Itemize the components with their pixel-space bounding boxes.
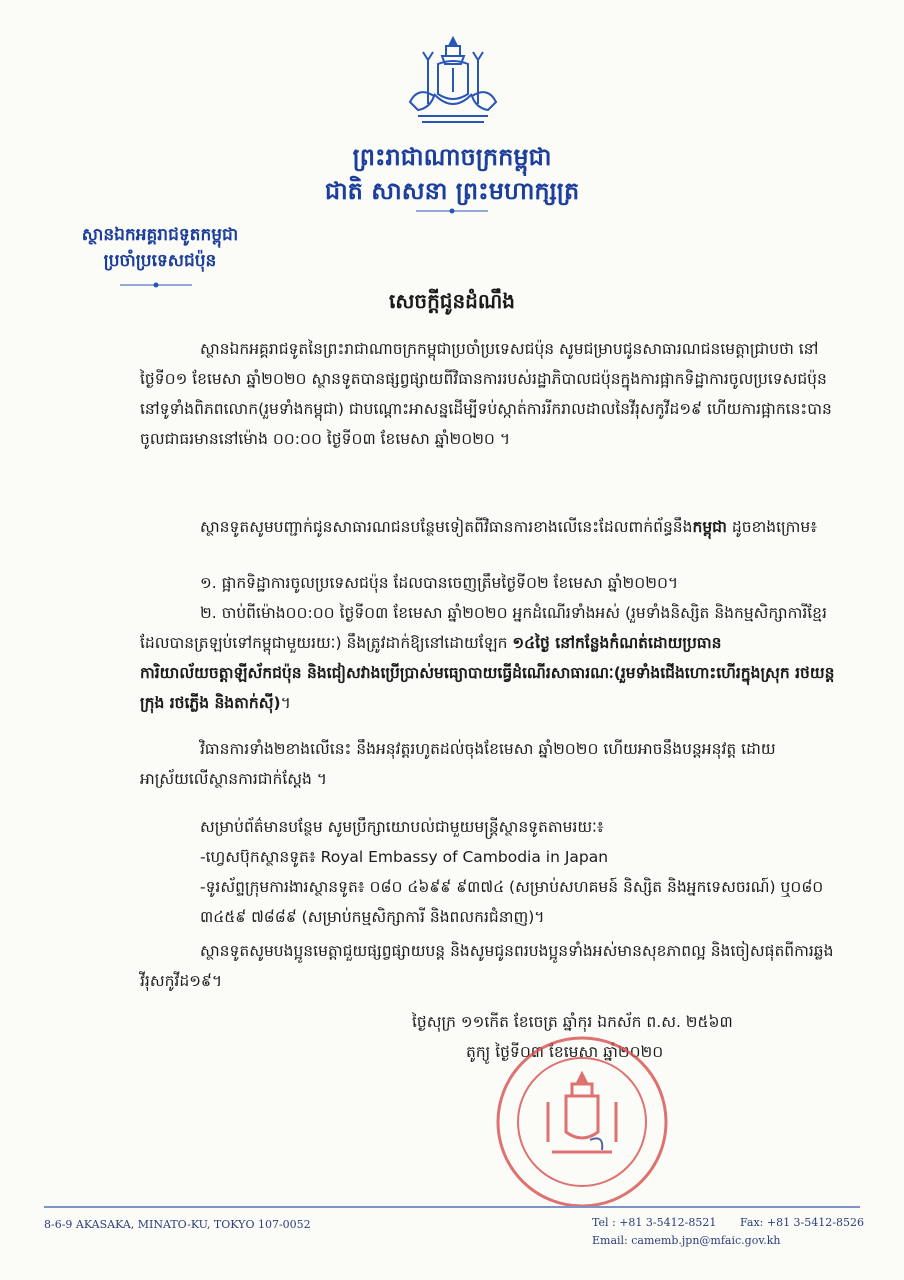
info-intro: សម្រាប់ព័ត៌មានបន្ថែម សូមប្រឹក្សាយោបល់ជាមួយមន្ត្រីស្ថានទូតតាមរយៈ៖ — [200, 818, 604, 836]
footer-fax: Fax: +81 3-5412-8526 — [740, 1216, 864, 1229]
paragraph-3-text: វិធានការទាំង២ខាងលើនេះ នឹងអនុវត្តរហូតដល់ចុងខែមេសា ឆ្នាំ២០២០ ហើយអាចនឹងបន្តអនុវត្ត ដោយអាស្រ័យលើស្ថានការជាក់ស្ដែង ។ — [140, 740, 776, 788]
divider-ornament-icon — [416, 208, 488, 214]
list-item-2-end: ។ — [280, 694, 291, 712]
paragraph-2-text: ស្ថានទូតសូមបញ្ជាក់ជូនសាធារណជនបន្ថែមទៀតពីវិធានការខាងលើនេះដែលពាក់ព័ន្ធនឹង — [200, 518, 693, 536]
official-stamp-icon — [492, 1032, 672, 1212]
footer-tel: Tel : +81 3-5412-8521 — [592, 1216, 717, 1229]
info-facebook: -ហ្វេសប៊ុកស្ថានទូត៖ Royal Embassy of Cambodia in Japan — [200, 848, 609, 866]
kingdom-motto: ជាតិ សាសនា ព្រះមហាក្សត្រ — [324, 176, 580, 205]
paragraph-2-bold: កម្ពុជា — [692, 518, 727, 536]
footer-email[interactable]: Email: camemb.jpn@mfaic.gov.kh — [592, 1234, 781, 1247]
list-item-1-text: ១. ផ្អាកទិដ្ឋាការចូលប្រទេសជប៉ុន ដែលបានចេញត្រឹមថ្ងៃទី០២ ខែមេសា ឆ្នាំ២០២០។ — [200, 574, 679, 592]
date-solar: តូក្យូ ថ្ងៃទី០៣ ខែមេសា ឆ្នាំ២០២០ — [466, 1043, 664, 1061]
paragraph-2 — [140, 512, 840, 542]
paragraph-1-text: ស្ថានឯកអគ្គរាជទូតនៃព្រះរាជាណាចក្រកម្ពុជាប្រចាំប្រទេសជប៉ុន សូមជម្រាបជូនសាធារណជនមេត្តាជ្រាបថា នៅថ្ងៃទី០១ ខែមេសា ឆ្នាំ២០២០ ស្ថានទូតបានផ្សព្វផ្សាយពីវិធានការរបស់រដ្ឋាភិបាលជប៉ុនក្នុងការផ្អាកទិដ្ឋាការចូលប្រទេសជប៉ុន នៅទូទាំងពិភពលោក(រួមទាំងកម្ពុជា) ជាបណ្ដោះអាសន្នដើម្បីទប់ស្កាត់ការរីករាលដាលនៃវីរុសកូវីដ១៩ ហើយការផ្អាកនេះបានចូលជាធរមាននៅម៉ោង ០០:០០ ថ្ងៃទី០៣ ខែមេសា ឆ្នាំ២០២០ ។ — [140, 340, 832, 448]
list-item — [140, 598, 840, 718]
paragraph-3 — [140, 734, 840, 794]
kingdom-title: ព្រះរាជាណាចក្រកម្ពុជា — [352, 142, 552, 171]
info-telephone: -ទូរស័ព្ទក្រុមការងារស្ថានទូត៖ ០៨០ ៤៦៩៩ ៩៣៧៤ (សម្រាប់សហគមន៍ និស្សិត និងអ្នកទេសចរណ៍) ឬ០៨០ ៣៤៥៩ ៧៨៨៩ (សម្រាប់កម្មសិក្សាការី និងពលករជំនាញ)។ — [200, 878, 824, 926]
list-item-2-text: ២. ចាប់ពីម៉ោង០០:០០ ថ្ងៃទី០៣ ខែមេសា ឆ្នាំ២០២០ អ្នកដំណើរទាំងអស់ (រួមទាំងនិស្សិត និងកម្មសិក្សាការីខ្មែរ ដែលបានត្រឡប់ទៅកម្ពុជាមួយរយៈ) នឹងត្រូវដាក់ឱ្យនៅដោយឡែក — [140, 604, 827, 652]
list-item-2-bold: ១៤ថ្ងៃ នៅកន្លែងកំណត់ដោយប្រធានការិយាល័យចត្តាឡីស័កជប៉ុន និងជៀសវាងប្រើប្រាស់មធ្យោបាយធ្វើដំណើរសាធារណៈ(រួមទាំងជើងហោះហើរក្នុងស្រុក រថយន្តក្រុង រថភ្លើង និងតាក់ស៊ី) — [140, 634, 835, 712]
closing-paragraph — [140, 936, 840, 996]
closing-text: ស្ថានទូតសូមបងប្អូនមេត្តាជួយផ្សព្វផ្សាយបន្ត និងសូមជូនពរបងប្អូនទាំងអស់មានសុខភាពល្អ និងចៀសផុតពីការឆ្លងវីរុសកូវីដ១៩។ — [140, 942, 834, 990]
footer-address: 8-6-9 AKASAKA, MINATO-KU, TOKYO 107-0052 — [44, 1218, 311, 1231]
royal-crest-icon — [398, 32, 508, 136]
list-item — [200, 568, 840, 598]
paragraph-1 — [140, 334, 840, 454]
footer-divider — [44, 1206, 860, 1208]
embassy-country: ប្រចាំប្រទេសជប៉ុន — [103, 251, 217, 271]
embassy-name: ស្ថានឯកអគ្គរាជទូតកម្ពុជា — [81, 225, 239, 245]
paragraph-2-tail: ដូចខាងក្រោម៖ — [726, 518, 818, 536]
date-lunar: ថ្ងៃសុក្រ ១១កើត ខែចេត្រ ឆ្នាំកុរ ឯកស័ក ព.ស. ២៥៦៣ — [412, 1013, 733, 1031]
document-title: សេចក្ដីជូនដំណឹង — [389, 289, 515, 313]
